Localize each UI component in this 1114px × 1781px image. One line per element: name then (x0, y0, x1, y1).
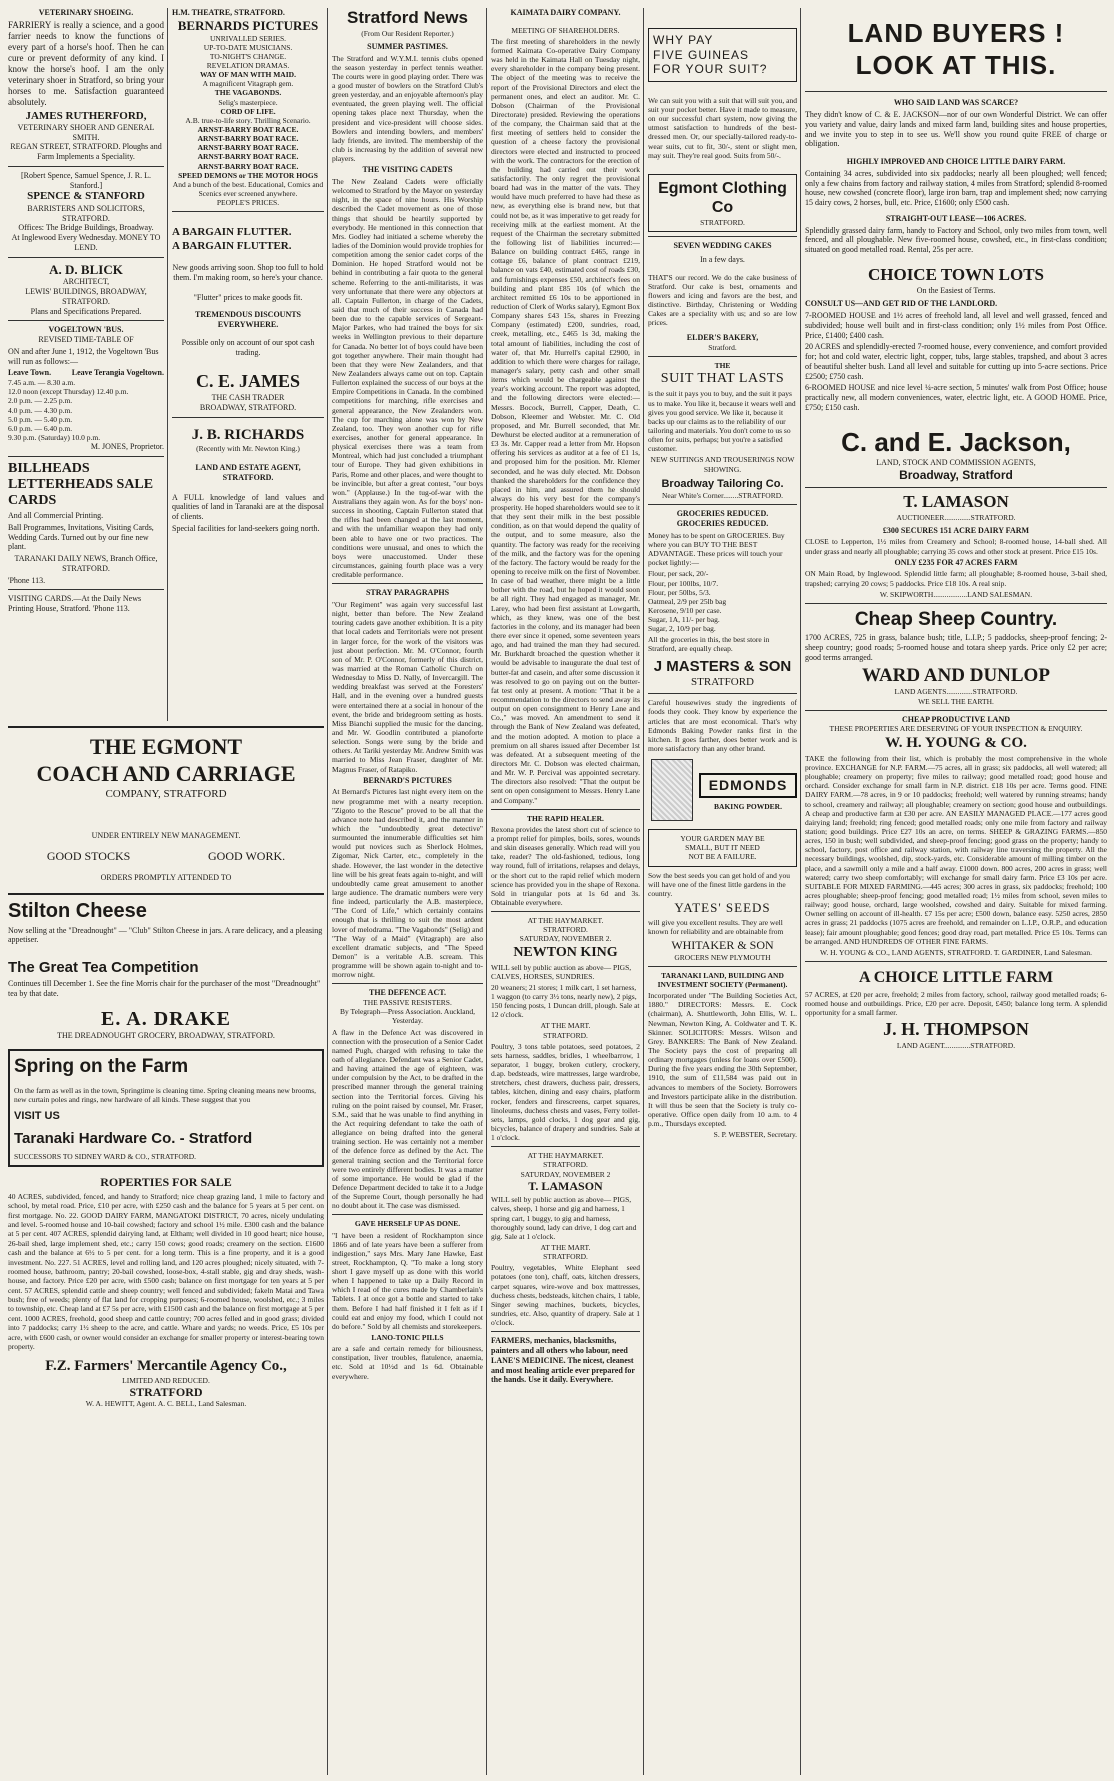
theatre-line: TO-NIGHT'S CHANGE. (209, 51, 287, 61)
vet-title: VETERINARY SHOER AND GENERAL SMITH. (17, 122, 155, 142)
spence-names: [Robert Spence, Samuel Spence, J. R. L. Stanford.] (21, 170, 151, 190)
theatre-line: ARNST-BARRY BOAT RACE. (197, 152, 299, 162)
broadway-address: Near White's Corner........STRATFORD. (662, 491, 783, 501)
gave-body: "I have been a resident of Rockhampton since 1866 and of late years have been a sufferer from indigestion," says Mrs. Mary Jane Hawke, East street, Rockhampton, Q. "To make a long story short I gave myself up as done with this world when I happened to take up a Daily Record in which I read of the cures made by Chamberlain's Tablets. I at once got a bottle and started to take them. Before I had half finished it I felt as if I could eat and enjoy my food, which I could not do before." Sold by all chemists and storekeepers. (332, 1230, 483, 1331)
blick-address: LEWIS' BUILDINGS, BROADWAY, STRATFORD. (25, 287, 147, 306)
blick-role: ARCHITECT, (62, 277, 110, 287)
groceries-footer: All the groceries in this, the best store in Stratford, are equally cheap. (648, 635, 770, 654)
spring-successors: SUCCESSORS TO SIDNEY WARD & CO., STRATFORD. (14, 1152, 197, 1162)
lamason-offer-2-heading: ONLY £235 FOR 47 ACRES FARM (894, 557, 1018, 567)
lease-heading: STRAIGHT-OUT LEASE—106 ACRES. (885, 213, 1027, 223)
young-name: W. H. YOUNG & CO. (885, 734, 1027, 751)
why-line: FOR YOUR SUIT? (653, 62, 768, 77)
suit-the: THE (714, 361, 731, 371)
lamason-offer-1-heading: £300 SECURES 151 ACRE DAIRY FARM (882, 525, 1030, 535)
dairy-farm-heading: HIGHLY IMPROVED AND CHOICE LITTLE DAIRY FARM. (846, 157, 1066, 167)
theatre-line: UP-TO-DATE MUSICIANS. (203, 42, 293, 52)
choice-farm-body: 57 ACRES, at £20 per acre, freehold; 2 miles from factory, school, railway good metalled roads; 6-roomed house and outbuildings. Price, £20 per acre. Deposit, £450; balance long term. A splendid opportunity for a small farmer. (805, 989, 1107, 1017)
print-phone: 'Phone 113. (8, 575, 46, 585)
bus-heading: VOGELTOWN 'BUS. (48, 325, 124, 335)
bus-row: 9.30 p.m. (Saturday) 10.0 p.m. (8, 433, 101, 443)
society-signature: S. P. WEBSTER, Secretary. (713, 1130, 797, 1140)
mart-place-2: STRATFORD. (543, 1252, 588, 1262)
print-body: And all Commercial Printing. (8, 511, 104, 521)
bus-row: 4.0 p.m. — 4.30 p.m. (8, 405, 73, 415)
richards-special: Special facilities for land-seekers going north. (172, 523, 320, 533)
flutter-discounts: TREMENDOUS DISCOUNTS EVERYWHERE. (194, 310, 302, 330)
stray-body: "Our Regiment" was again very successful last night, better than before. The New Zealand touring cadets gave another exhibition. It is a pity that local cadets and Territorials were not present in larger force, for the work of the visitors was just about perfection. Mr. M. O'Connor, fourth son of Mr. P. O'Connor, formerly of this district, was married at the Roman Catholic Church on Wednesday to Miss D. Nally, of Invercargill. The wedding breakfast was served at the Foresters' Hall, and in the evening over a hundred guests were entertained there at a social in honour of the event, the bride and bridegroom setting as hosts. Miss Bianchi supplied the music for the dancing, and Mr. W. Goodlin contributed a pianoforte selection. Songs were sung by the bride and others. At Tariki yesterday Mr. Andrew Smith was married to Miss Jean Fraser, daughter of Mr. Magnus Fraser, of Ratapiko. (332, 600, 483, 774)
town-lot: 20 ACRES and splendidly-erected 7-roomed house, every convenience, and comfort provided for; hot and cold water, electric light, copper, tubs, large stables, trapshed, and about 3 acres of beautiful shelter bush. Land all level and suitable for cutting up into 5-acre sections. Price £2500; £750 cash. (805, 342, 1107, 381)
bus-intro: ON and after June 1, 1912, the Vogeltown 'Bus will run as follows:— (8, 346, 159, 366)
richards-sub: (Recently with Mr. Newton King.) (196, 444, 300, 454)
dairy-heading: KAIMATA DAIRY COMPANY. (510, 8, 621, 17)
column-6 (805, 8, 1107, 1775)
bus-proprietor: M. JONES, Proprietor. (90, 442, 164, 452)
land-buyers-heading: LAND BUYERS ! (847, 18, 1065, 48)
suit-body: is the suit it pays you to buy, and the suit it pays us to make. You like it, because it wears well and gives you good service. We like it, because it backs up our claims as to the reliability of our tailoring and materials. You don't come to us so often for suits, perhaps; but you're a satisfied customer. (648, 389, 796, 454)
flutter-possible: Possible only on account of our spot cash trading. (181, 337, 315, 357)
ward-motto: WE SELL THE EARTH. (918, 696, 994, 706)
lamason-offer-1-body: CLOSE to Lepperton, 1½ miles from Creamery and School; 8-roomed house, 14-ball shed. All under grass and nearly all ploughable; carrying 35 cows and other stock at present. Price £15 10s. (805, 537, 1107, 556)
thompson-name: J. H. THOMPSON (883, 1018, 1029, 1039)
bus-row: 5.0 p.m. — 5.40 p.m. (8, 414, 73, 424)
cook-figure-illustration (651, 759, 693, 821)
broadway-name: Broadway Tailoring Co. (661, 477, 784, 490)
defence-heading: THE DEFENCE ACT. (369, 988, 446, 998)
mart-place: STRATFORD. (543, 1030, 588, 1040)
egmont-good-stocks: GOOD STOCKS (46, 848, 131, 863)
print-list: Ball Programmes, Invitations, Visiting Cards, Wedding Cards. Turned out by our fine new plant. (8, 522, 154, 552)
lamason-role: AUCTIONEER..............STRATFORD. (896, 512, 1016, 522)
column-rule (167, 8, 168, 721)
haymarket-intro: WILL sell by public auction as above— PIGS, CALVES, HORSES, SUNDRIES. (491, 962, 632, 981)
cadets-body: The New Zealand Cadets were officially welcomed to Stratford by the Mayor on yesterday night, in the space of nine hours. His Worship described the Cadet movement as one of those things that should be heartily supported by everybody. He mentioned in this connection that Mrs. Godley had initiated a scheme whereby the ladies of the Dominion would provide trophies for competition among the senior cadet corps of the Dominion. He hoped Stratford would not be behind in contributing a fair quota to the general scheme. Referring to the anti-militarists, it was very unfortunate that there were any objectors at all. Captain Fullerton, in charge of the Cadets, said that much of their success in Canada had been due to the capable services of Sergeant-Major Parkes, who had trained the boys for six weeks in Wellington previous to their departure for Canada. No better lot of boys could have been got together anywhere. Their main thought had been that they were New Zealanders, and that New Zealanders always came out on top. Captain Fullerton explained the success of our boys at the Empire Competitions in Canada. In the combined competitions for marching, rifle exercises and general appearance, the New Zealanders won. The cup for marching alone was won by New Zealand, too. They won another cup for rifle exercises, another for general appearance. In physical exercises there was a team from Montreal, which had just concluded a triumphant tour of Europe. They had given exhibitions in Paris, Rome and other places, and were thought to be invincible, but after a great contest, "our boys won." (Applause.) In the tug-of-war with the Australians they again won. As for the boys' non-success in shooting, Captain Fullerton stated that the rifles had been changed at the last moment, and with the unfamiliar weapon they had only been able to have one or two practices. The conditions were unusual, and ones to which the boys were unaccustomed. Under these circumstances, gaining fourth place was a very creditable performance. (332, 177, 483, 580)
vet-heading: VETERINARY SHOEING. (38, 8, 134, 17)
healer-body: Rexona provides the latest short cut of science to a prompt relief for pimples, boils, sores, wounds and skin diseases generally. Which read will you take, reader? The old-fashioned, tedious, long way round, full of irritations, relapses and delays, or the short cut to the rapid relief which modern science has provided you in the shape of Rexona. Sold in triangular pots at 1s 6d and 3s. Obtainable everywhere. (491, 824, 640, 907)
garden-line: SMALL, BUT IT NEED (685, 843, 760, 853)
column-rule (643, 8, 644, 1775)
spring-heading: Spring on the Farm (14, 1056, 189, 1078)
egmont-orders: ORDERS PROMPTLY ATTENDED TO (100, 873, 232, 883)
town-lot: 7-ROOMED HOUSE and 1½ acres of freehold land, all level and well grassed, fenced and subdivided; house well built and in first-class condition; only 1½ miles from Post Office. Price, £1400; £400 cash. (805, 311, 1107, 340)
bus-row: 7.45 a.m. — 8.30 a.m. (8, 378, 76, 388)
mercantile-signature: W. A. HEWITT, Agent. A. C. BELL, Land Salesman. (85, 1399, 247, 1409)
egmont-coach-line3: COMPANY, STRATFORD (105, 787, 227, 800)
yates-body: will give you excellent results. They are well known for reliability and are obtainable from (648, 917, 784, 937)
spence-role: BARRISTERS AND SOLICITORS, STRATFORD. (27, 203, 145, 223)
theatre-line: THE VAGABONDS. (214, 88, 282, 98)
bernards-body: At Bernard's Pictures last night every item on the new programme met with a nearty reception. "Zigoto to the Rescue" proved to be all that the advance note had described it, and the manner in which the "undoubtedly great detective" surmounted the innumerable difficulties set him would put novices such as Sherlock Holmes, Zigomar, Nick Carter, etc., completely in the shade. However, the last wonder in the detective line will be his great feats again to-night, and will undoubtedly came great amusement to another large audience. The dramatic numbers were very fine indeed, particularly the A.B. masterpiece, "The Cord of Life," which certainly contains enough that is thrilling to suit the most ardent lover of melodrama. "The Vagabonds" (Selig) and "The Way of a Maid" (Vitagraph) are also excellent dramatic subjects, and "The Speed Demon" is a veritable A.B. scream. This programme will be shown again to-night and to-morrow night. (332, 787, 483, 980)
spring-visit: VISIT US (14, 1110, 60, 1123)
haymarket-place: STRATFORD. (543, 925, 588, 935)
edmonds-logo: EDMONDS (699, 773, 797, 798)
lease-body: Splendidly grassed dairy farm, handy to Factory and School, only two miles from town, well fenced, and all ploughable. New five-roomed house, cowshed, etc., in first-class condition; situated on good metalled road. Rental, 25s per acre. (805, 225, 1107, 255)
vet-address: REGAN STREET, STRATFORD. Ploughs and Farm Implements a Speciality. (10, 142, 162, 162)
grocery-item: Flour, per sack, 20/- (648, 569, 709, 579)
james-name: C. E. JAMES (195, 371, 300, 392)
flutter-heading: A BARGAIN FLUTTER. (172, 239, 292, 252)
print-heading: BILLHEADS LETTERHEADS SALE CARDS (8, 460, 154, 509)
ward-name: WARD AND DUNLOP (862, 665, 1050, 687)
whitaker-sub: GROCERS NEW PLYMOUTH (674, 952, 771, 962)
theatre-line: PEOPLE'S PRICES. (216, 198, 280, 208)
sheep-heading: Cheap Sheep Country. (854, 608, 1058, 630)
garden-line: NOT BE A FAILURE. (688, 852, 757, 862)
young-signature: W. H. YOUNG & CO., LAND AGENTS, STRATFORD. T. GARDINER, Land Salesman. (819, 947, 1093, 957)
garden-box (648, 829, 797, 866)
jackson-address: Broadway, Stratford (899, 468, 1013, 483)
theatre-line: And a bunch of the best. Educational, Comics and Scenics ever screened anywhere. (172, 179, 324, 198)
cakes-body: THAT'S our record. We do the cake business of Stratford. Our cake is best, ornaments and flowers and icing and favors are the best, and distinctive. Birthday, Christening or Wedding Cakes are a speciality with us; and so are low prices. (648, 272, 797, 328)
why-line: WHY PAY (653, 33, 714, 47)
cadets-heading: THE VISITING CADETS (362, 165, 453, 175)
haymarket-date-2: SATURDAY, NOVEMBER 2 (520, 1169, 611, 1179)
haymarket-heading: AT THE HAYMARKET. (527, 916, 604, 926)
flutter-heading: A BARGAIN FLUTTER. (172, 226, 292, 239)
haymarket-body-2: WILL sell by public auction as above— PIGS, calves, sheep, 1 horse and gig and harness, 1 spring cart, 1 buggy, to gig and harness, thoroughly sound, lady can drive, 1 dog cart and gig. Sale at 1 o'clock. (491, 1195, 637, 1241)
egmont-management: UNDER ENTIRELY NEW MANAGEMENT. (91, 831, 241, 841)
masters-place: STRATFORD (691, 675, 754, 688)
vet-body: FARRIERY is really a science, and a good farrier needs to know the functions of every part of a horse's hoof. Then he can cure or prevent deformity of any kind. I know the horse's hoof. I am the only veterinary shoer in Stratford, so bring your horses to me. Satisfaction guaranteed absolutely. (8, 19, 164, 107)
egmont-coach-line2: COACH AND CARRIAGE (36, 760, 296, 786)
scarce-heading: WHO SAID LAND WAS SCARCE? (893, 98, 1019, 108)
theatre-line: SPEED DEMONS or THE MOTOR HOGS (178, 170, 318, 180)
why-pay-ad (648, 28, 797, 82)
groceries-intro: Money has to be spent on GROCERIES. Buy where you can BUY TO THE BEST ADVANTAGE. These prices will touch your pocket lightly:— (648, 530, 785, 568)
mart-heading: AT THE MART. (540, 1021, 591, 1031)
grocery-item: Kerosene, 9/10 per case. (648, 605, 722, 615)
newton-king-name: NEWTON KING (513, 944, 618, 960)
mercantile-place: STRATFORD (129, 1384, 203, 1399)
blick-name: A. D. BLICK (49, 261, 123, 277)
richards-body: A FULL knowledge of land values and qualities of land in Taranaki are at the disposal of clients. (172, 492, 324, 522)
spence-firm: SPENCE & STANFORD (27, 190, 145, 203)
why-body: We can suit you with a suit that will suit you, and suit your pocket better. Have it made to measure, on our successful chart system, now giving the utmost satisfaction to hundreds of the best-dressed men. Or, our specially-tailored ready-to-wear suits, cut to fit, 30/-, stent or slight men, may suit. They're real good. Suits from 50/-. (648, 95, 797, 160)
groceries-heading: GROCERIES REDUCED. (676, 519, 769, 529)
egmont-good-work: GOOD WORK. (208, 848, 286, 863)
town-lots-sub: On the Easiest of Terms. (916, 285, 996, 295)
bus-row: 6.0 p.m. — 6.40 p.m. (8, 423, 73, 433)
theatre-line: CORD OF LIFE. (220, 106, 276, 116)
vet-name: JAMES RUTHERFORD, (25, 109, 147, 122)
drake-name: E. A. DRAKE (101, 1007, 231, 1030)
young-heading: CHEAP PRODUCTIVE LAND (901, 714, 1010, 724)
haymarket-place-2: STRATFORD. (543, 1160, 588, 1170)
theatre-line: ARNST-BARRY BOAT RACE. (197, 125, 299, 135)
dairy-body: The first meeting of shareholders in the newly formed Kaimata Co-operative Dairy Company was held in the Kaimata Hall on Tuesday night, every shareholder in the company being present. The object of the meeting was to receive the report of the Provisional Directors and elect the permanent ones, and elect an auditor. Mr. C. Dobson (Chairman of the Provisional Directorate) presided. Reviewing the operations of the company, the Chairman said that at the first meeting of settlers held to consider the question of a cheese factory the provisional directors were elected and instructed to proceed with the work. The contractors for the erection of the building had carried out their work satisfactorily. The only regret the provisional board had was in the matter of the vats. They would have much preferred to have had these as new, as everything else is brand new, but that could not be, as it was imperative to get ready for receiving milk at the earliest moment. At the request of the Chairman the secretary submitted the following list of liabilities incurred:—Balance on building contract £465, range in cottage £6, balance of plant contract £219, balance on vats £40, estimated cost of roads £30, and furnishings expenses £50, architect's fees on building and plant £85 10s (of which the architect remitted £6 10s to be apportioned in reduction of Clerk of Works salary), Egmont Box Company shares £43 15s, shares in Freezing Company (estimated) £200, sundries, road, creek, metalling, etc., £465 1s 3d, making the total amount of liabilities, including the cost of water of, that Mr. Hurrell's capital £2900, in addition to which there were charges for railage, manager's salary, petty cash and other small items which would be chargeable against the year's working account. The report was adopted, and the following directors were elected:—Messrs. Bocock, Burrell, Capper, Death, C. Dobson, Kleemer and Webster. Mr. C. Old proposed, and Mr. Burrell seconded, that Mr. Dewhurst be elected auditor at a remuneration of £3 3s. Mr. Capper read a letter from Mr. Hopson offering his services as auditor at a fee of £1 1s, and proposed him for the position. Mr. Klemer seconded, and he was duly elected. Mr. Dobson thanked the shareholders for the confidence they placed in him, and assured them he should always do his very best for the company's prosperity. He hoped shareholders would see to it that they sent their milk in the best possible condition, as on that would depend the quality of the output, and to some measure, also the quantity. The factory was ready for the receiving of the milk, and the factory was for the opening of the factory. The factory would be ready for the opening to receive milk on the first of November. In case of bad weather, there might be a little bother with the road, but he hoped it would soon be all right. They had engaged as manager, Mr. Larey, who had been first assistant at Lowgarth, which, as they knew, was one of the best factories in the colony, and its manager had been there ever since it opened, some seventeen years ago, and had trained the man they had secured. Mr. Burkhardt broached the question whether it would be advisable to inaugurate the dual test of butter-fat and casein, and after some discussion it was resolved to go on paying out on the butter-fat test only at present. A motion: "That it be a recommendation to the directors to send away its output on open consignment to Henry Lane and Co.," was moved. An amendment to send it through the Bank of New Zealand was defeated, and the motion adopted. A motion to place a premium on all shares issued after December 1st was defeated. At a subsequent meeting of the directors Mr. C. Dobson was elected chairman, and Mr. W. P. Percival was appointed secretary. The directors also resolved: "That the output be sent on open consignment to Messrs. Henry Lane and Company." (491, 36, 640, 805)
cakes-heading: SEVEN WEDDING CAKES (673, 241, 772, 251)
masters-name: J MASTERS & SON (653, 657, 792, 675)
theatre-line: A.B. true-to-life story. Thrilling Scenario. (185, 115, 311, 125)
garden-line: YOUR GARDEN MAY BE (680, 834, 765, 844)
haymarket-date: SATURDAY, NOVEMBER 2. (519, 934, 612, 944)
society-body: Incorporated under "The Building Societies Act, 1880." DIRECTORS: Messrs. E. Cock (chairman), A. Shuttleworth, John Ellis, W. L. Newman, Newton King, A. Coldwater and T. K. Skinner. SOLICITORS: Messrs. Wilson and Grey. BANKERS: The Bank of New Zealand. The Society pays the cost of preparing all ordinary mortgages (unless for loans over £500). During the five years ending the 30th September, 1910, the sum of £11,584 was paid out in advances to members of the Society. Borrowers and Investors participate alike in the distribution. It will thus be seen that the Society is truly co-operative. Office open daily from 10 a.m. to 4 p.m., Thursdays excepted. (648, 991, 797, 1129)
spring-ad (8, 1049, 324, 1167)
theatre-line: A magnificent Vitagraph gem. (202, 79, 294, 89)
properties-body: 40 ACRES, subdivided, fenced, and handy to Stratford; nice cheap grazing land, 1 mile to factory and school, by metal road. Price, £10 per acre, with £250 cash and the balance for 5 years at 5 per cent. on first mortgage. No. 22. GOOD DAIRY FARM, MANGATOKI DISTRICT, 70 acres, nicely undulating and level. 5-roomed house and 10-bail cowshed; factory and school 1½ mile. £300 cash and the balance at 5 per cent. 407 ACRES, splendid dairying land, at Eltham; well divided in 10 good heart; nice house, 26-bail shed, large implement shed, etc.; carry 150 cows; good roads; creamery on the section. £1600 cash and the balance at 6½ to 5 per cent. for a long term. This is a fine property, and it is a good investment. No. 227. 51 ACRES, level and rolling land, and 120 acres ploughed; nicely situated, with 7-roomed house, bathroom, pantry; 20-bail cowshed, loose-box, 4-stall stable, gig and dray sheds, wash-house, and factory. Price £20 per acre, with £500 cash; balance on first mortgage for ten years at 5 per cent. 57 ACRES, splendid cattle and sheep country; well fenced and subdivided; fakeln Matai and Tawa bush; free of weeds; plenty of flat land for cropping purposes; 6-roomed house, woolshed, etc.; 3 miles to township, etc. Cheap land at £7 5s per acre, with £1500 cash and the balance on first mortgage at 5 per cent. 1000 ACRES, freehold, good sheep and cattle country; 700 acres felled and in good grass; divided into 7 paddocks; carry 1½ sheep to the acre, and cattle. Whare and yards; no weeds. Price, £5 10s per acre, with £600 cash, or owner would consider an exchange for smaller property or interest-bearing town property. (8, 1191, 324, 1351)
society-heading: TARANAKI LAND, BUILDING AND INVESTMENT SOCIETY (Permanent). (657, 970, 788, 990)
grocery-item: Oatmeal, 2/9 per 25lb bag (648, 596, 727, 606)
thompson-role: LAND AGENT..............STRATFORD. (896, 1040, 1016, 1050)
stilton-heading: Stilton Cheese (8, 900, 147, 923)
why-line: FIVE GUINEAS (653, 47, 750, 62)
bus-row: 2.0 p.m. — 2.25 p.m. (8, 396, 73, 406)
young-subheading: THESE PROPERTIES ARE DESERVING OF YOUR INSPECTION & ENQUIRY. (829, 724, 1083, 734)
ward-role: LAND AGENTS..............STRATFORD. (894, 687, 1018, 697)
defence-subheading: THE PASSIVE RESISTERS. (363, 998, 452, 1008)
properties-heading: ROPERTIES FOR SALE (100, 1175, 232, 1190)
egmont-clothing-place: STRATFORD. (700, 217, 745, 227)
scarce-body: They didn't know of C. & E. JACKSON—nor of our own Wonderful District. We can offer you variety and value, dairy lands and mixed farm land, building sites and house properties, and we invite you to step in to see us. We'll show you round quite FREE of charge or obligation. (805, 110, 1107, 149)
flutter-prices: "Flutter" prices to make goods fit. (193, 292, 303, 302)
james-title: THE CASH TRADER (211, 393, 285, 403)
drake-address: THE DREADNOUGHT GROCERY, BROADWAY, STRATFORD. (57, 1031, 275, 1041)
seeds-body: Sow the best seeds you can get hold of and you will have one of the finest little gardens in the country. (648, 870, 791, 898)
lamason-name: T. LAMASON (903, 491, 1009, 511)
bus-subheading: REVISED TIME-TABLE OF (38, 335, 134, 345)
stray-heading: STRAY PARAGRAPHS (365, 588, 450, 598)
blick-plans: Plans and Specifications Prepared. (30, 306, 142, 316)
defence-body: A flaw in the Defence Act was discovered in connection with the prosecution of a Senior Cadet named Pugh, charged with refusing to take the oath of allegiance. Defendant was a Senior Cadet, and having attained the age of eighteen, was under compulsion by the Act, to be drafted in the prescribed manner through the general training section into the Territorial forces. Giving his ruling on the point raised by counsel, Mr. Fraser, S.M., said that he was unable to find anything in the Act requiring defendant to take the oath of allegiance on being drafted into the general training section. He was certainly not a member of the defence force as defined by the Act. The general training section and the Territorial force were two entirely different bodies. It was a matter of some importance. He would be glad if the Defence Department decided to take it to a Judge of the Supreme Court, though personally he had no doubt about it. The case was dismissed. (332, 1027, 483, 1211)
grocery-item: Sugar, 1A, 11/- per bag. (648, 615, 720, 625)
mart-body: Poultry, 3 tons table potatoes, seed potatoes, 2 sets harness, saddles, bridles, 1 wheelbarrow, 1 separator, 1 buggy, broken cutlery, crockery, d.ap. bedsteads, wire mattresses, large wardrobe, stretchers, chest drawers, duchess pair, dressers, tables, kitchen, dining and easy chairs, platform rocker, fenders and firescreens, carpet squares, linoleums, duchess chests and vases, Ferry toilet-sets, lamps, gold clocks, 1 dog gear and gig, bicycles, balance of drapery and sundries. Sale at 1 o'clock. (491, 1041, 640, 1143)
tea-heading: The Great Tea Competition (8, 959, 199, 977)
richards-name: J. B. RICHARDS (191, 426, 305, 443)
richards-role: LAND AND ESTATE AGENT, STRATFORD. (195, 463, 301, 482)
haymarket-heading-2: AT THE HAYMARKET. (527, 1151, 604, 1161)
column-rule (800, 8, 801, 1775)
theatre-line: ARNST-BARRY BOAT RACE. (197, 134, 299, 144)
visiting-cards: VISITING CARDS.—At the Daily News Printing House, Stratford. 'Phone 113. (8, 594, 142, 614)
edmonds-logo-sub: BAKING POWDER. (714, 802, 782, 812)
stilton-body: Now selling at the "Dreadnought" — "Club" Stilton Cheese in jars. A rare delicacy, and a pleasing appetiser. (8, 925, 323, 945)
theatre-line: ARNST-BARRY BOAT RACE. (197, 161, 299, 171)
spence-inglewood: At Inglewood Every Wednesday. MONEY TO LEND. (11, 233, 161, 252)
column-3 (332, 8, 483, 1775)
theatre-name: BERNARDS PICTURES (177, 17, 319, 33)
dairy-farm-body: Containing 34 acres, subdivided into six paddocks; nearly all been ploughed; well fenced; only a few chains from factory and railway station, 4 miles from Stratford; splendid 8-roomed house, new cowshed (concrete floor), large iron barn, trap and implement shed; now carrying 15 dairy cows, 2 horses, bull, etc. Price, £1600; only £500 cash. (805, 168, 1107, 208)
spence-offices: Offices: The Bridge Buildings, Broadway. (18, 223, 154, 233)
lower-left-ads (8, 722, 324, 1774)
look-at-this-heading: LOOK AT THIS. (855, 49, 1057, 80)
lano-body: are a safe and certain remedy for biliousness, constipation, liver troubles, flatulence, anaemia, etc. Sold at 10½d and 1s 6d. Obtainable everywhere. (332, 1344, 483, 1381)
cakes-sub: In a few days. (700, 254, 745, 264)
theatre-line: UNRIVALLED SERIES. (209, 33, 287, 43)
elder-place: Stratford. (708, 343, 737, 353)
mart-body-2: Poultry, vegetables, White Elephant seed potatoes (one ton), chaff, oats, kitchen dressers, carpet squares, wire-wove and box mattresses, duchess chests, bedsteads, kitchen chairs, 1 table, Singer sewing machines, buckets, bicycles, sundries, etc. Also, quantity of drapery. Sale at 1 o'clock. (491, 1263, 640, 1328)
theatre-heading: H.M. THEATRE, STRATFORD. (172, 8, 285, 17)
egmont-clothing-ad (648, 174, 797, 232)
town-lot: 6-ROOMED HOUSE and nice level ¼-acre section, 5 minutes' walk from Post Office; house practically new, all modern conveniences, water, electric light, etc. A GOOD HOME. Price, £750; £150 cash. (805, 383, 1107, 412)
mercantile-sub: LIMITED AND REDUCED. (122, 1375, 210, 1385)
column-5 (648, 8, 797, 1775)
gave-heading: GAVE HERSELF UP AS DONE. (354, 1219, 461, 1229)
yates-name: YATES' SEEDS (674, 900, 771, 916)
choice-farm-heading: A CHOICE LITTLE FARM (859, 969, 1053, 986)
theatre-line: Selig's masterpiece. (218, 97, 278, 107)
lane-medicine: FARMERS, mechanics, blacksmiths, painters and all others who labour, need LANE'S MEDICINE. The nicest, cleanest and most healing article ever prepared for the hands. Use it daily. Everywhere. (491, 1336, 635, 1385)
mart-heading-2: AT THE MART. (540, 1243, 591, 1253)
whitaker-name: WHITAKER & SON (671, 938, 774, 953)
theatre-line: ARNST-BARRY BOAT RACE. (197, 143, 299, 153)
theatre-line: REVELATION DRAMAS. (206, 61, 290, 71)
young-body: TAKE the following from their list, which is probably the most comprehensive in the whole province. EXCHANGE for N.P. FARM.—75 acres, all in grass; six paddocks, all well watered; all ploughable; creamery on property; five miles to railway; good metalled road; good house and orchard. Consider exchange for small farm in N.P. district. £18 10s per acre. Terms good. FINE DAIRY FARM.—78 acres, in 9 or 10 paddocks; freehold; well watered by running streams; handy to school, creamery and railway; all ploughable; creamery on section; good house and outbuildings. A cheap and productive farm at £30 per acre. AN EASILY MANAGED PLACE.—177 acres good dairying land; freehold; ring fenced; good metalled roads; only one mile from factory and railway station; good buildings. Price £27 10s an acre, on terms. SHEEP & GRAZING FARMS.—850 acres, 150 in bush; well subdivided, and sheep-proof fencing; good grass on the property; handy to school, factory, post office and railway station, with railway line traversing the property. All the necessary buildings, woolshed, dip, stock-yards, etc. Considerable amount of milling timber on the place, and a sawmill only a mile and a half away. £1000 down. 800 acres, 200 acres in grass; well watered; carry two sheep comfortably; will exchange for small dairy farm. Price £3 10s per acre. SUITABLE FOR MIXED FARMING.—445 acres; 300 acres in grass, six paddocks; freehold; 100 acres ploughable; sheep-proof fencing; good metalled road; 1½ miles from school, seven miles to railway; good house, orchard, large woolshed, cowshed and dairy. Suitable for mixed farming. Owner selling on account of ill-health. £7 15s per acre; £500 down, balance easy. 5250 acres, 2850 acres in grass; 21 paddocks (1075 acres are freehold, and remainder on L.I.P., O.R.P., and education lease); fair amount ploughable; good fences; good dray road, part metalled. Price £5 10s. Terms can be arranged. AND HUNDREDS OF OTHER FINE FARMS. (805, 753, 1107, 946)
defence-byline: By Telegraph—Press Association. Auckland, Yesterday. (340, 1007, 475, 1026)
bus-col-b: Leave Terangia Vogeltown. (71, 368, 164, 378)
lamason-salesman: W. SKIPWORTH..................LAND SALESMAN. (879, 589, 1033, 599)
column-1 (8, 8, 164, 716)
masters-body: Careful housewives study the ingredients of foods they cook. They know by experience the articles that are most economical. That's why Edmonds Baking Powder ranks first in the kitchen. It goes farther, does better work and is more satisfactory than any other brand. (648, 698, 797, 754)
dairy-subheading: MEETING OF SHAREHOLDERS. (511, 25, 620, 35)
column-rule (486, 8, 487, 1775)
haymarket-body: 20 weaners; 21 stores; 1 milk cart, 1 set harness, 1 waggon (to carry 3½ tons, nearly new), 2 pigs, 150 fencing posts, 1 Duncan drill, plough. Sale at 12 o'clock. (491, 982, 640, 1020)
suit-new: NEW SUITINGS AND TROUSERINGS NOW SHOWING. (650, 455, 795, 474)
flutter-body: New goods arriving soon. Shop too full to hold them. I'm making room, so here's your chance. (172, 263, 324, 282)
bernards-heading: BERNARD'S PICTURES (363, 775, 452, 785)
summer-body: The Stratford and W.Y.M.I. tennis clubs opened the season yesterday in perfect tennis weather. The courts were in good playing order. There was a good muster of bowlers on the Stratford Club's green yesterday, and an enjoyable afternoon's play eventuated, the green playing well. The official opening takes place next Thursday, when the president and vice-president will choose sides. Bowlers and intending bowlers, and members' lady friends, are invited. The membership of the club is increasing by the addition of several new players. (332, 53, 483, 164)
column-2 (172, 8, 324, 716)
healer-heading: THE RAPID HEALER. (527, 813, 604, 823)
grocery-item: Flour, per 100lbs, 10/7. (648, 578, 719, 588)
egmont-coach-line1: THE EGMONT (89, 734, 243, 759)
print-office: TARANAKI DAILY NEWS, Branch Office, STRATFORD. (14, 554, 158, 573)
tea-body: Continues till December 1. See the fine Morris chair for the purchaser of the most "Dreadnought" tea by that date. (8, 979, 321, 999)
spring-body: On the farm as well as in the town, Springtime is cleaning time. Spring cleaning means new brooms, new curtain poles and rings, new hardware of all kinds. These suggest that you (14, 1086, 317, 1105)
theatre-line: WAY OF MAN WITH MAID. (200, 70, 296, 80)
mercantile-name: F.Z. Farmers' Mercantile Agency Co., (45, 1358, 287, 1375)
james-address: BROADWAY, STRATFORD. (199, 403, 297, 413)
lano-heading: LANO-TONIC PILLS (371, 1333, 444, 1343)
town-lots-heading: CHOICE TOWN LOTS (867, 264, 1045, 284)
suit-title: SUIT THAT LASTS (660, 371, 785, 387)
column-4 (491, 8, 640, 1775)
summer-heading: SUMMER PASTIMES. (367, 41, 448, 51)
grocery-item: Flour, per 50lbs, 5/3. (648, 587, 711, 597)
elder-name: ELDER'S BAKERY, (686, 333, 759, 343)
jackson-role: LAND, STOCK AND COMMISSION AGENTS, (876, 458, 1036, 468)
spring-shop: Taranaki Hardware Co. - Stratford (14, 1129, 253, 1147)
bus-col-a: Leave Town. (8, 368, 52, 378)
bus-row: 12.0 noon (except Thursday) 12.40 p.m. (8, 387, 129, 397)
column-rule (327, 8, 328, 1775)
town-lots-consult: CONSULT US—AND GET RID OF THE LANDLORD. (805, 299, 998, 309)
jackson-name: C. and E. Jackson, (841, 426, 1071, 457)
grocery-item: Sugar, 2, 10/9 per bag. (648, 624, 716, 634)
masthead: Stratford News (347, 8, 468, 27)
lamason-auction-name: T. LAMASON (528, 1178, 603, 1193)
reporter-line: (From Our Resident Reporter.) (361, 28, 454, 38)
egmont-clothing-name: Egmont Clothing Co (658, 179, 787, 217)
lamason-offer-2-body: ON Main Road, by Inglewood. Splendid little farm; all ploughable; 8-roomed house, 3-bail shed, trapshed; carrying 20 cows; 5 paddocks. Price £18 10s. A real snip. (805, 569, 1107, 588)
sheep-body: 1700 ACRES, 725 in grass, balance bush; title, L.I.P.; 5 paddocks, sheep-proof fencing; 2-sheep country; good roads; 5-roomed house and totara sheep yards. Price only £2 per acre; good terms arranged. (805, 633, 1107, 662)
groceries-heading: GROCERIES REDUCED. (676, 509, 769, 519)
